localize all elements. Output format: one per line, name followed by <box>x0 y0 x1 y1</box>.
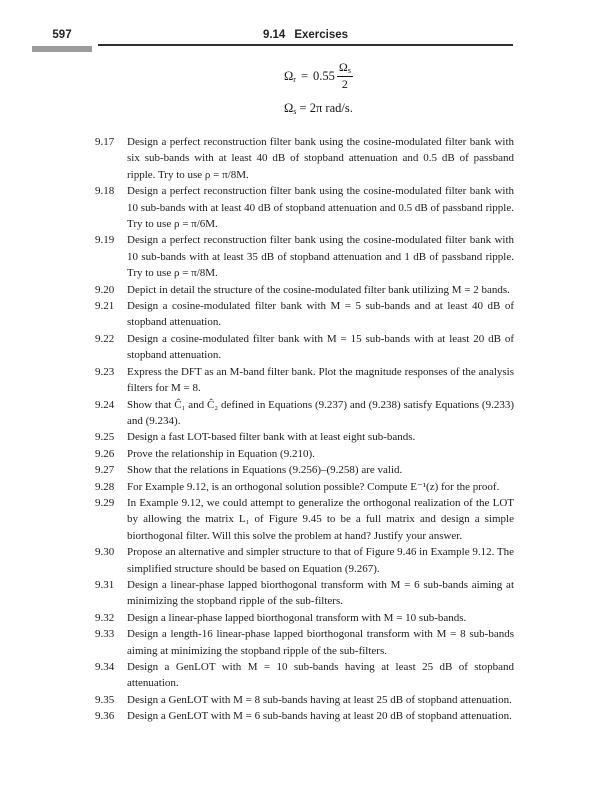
exercise-text: Show that Ĉ₁ and Ĉ₂ defined in Equations (9.237) and (9.238) satisfy Equations (9.233) and (9.234). <box>127 398 514 427</box>
exercise-item <box>95 331 514 364</box>
exercise-number: 9.33 <box>95 628 115 641</box>
exercise-number: 9.18 <box>95 185 115 198</box>
exercise-item <box>95 397 514 430</box>
eq1-fraction-denominator: 2 <box>341 76 348 91</box>
page-number: 597 <box>52 29 72 41</box>
exercise-number: 9.34 <box>95 661 115 673</box>
exercise-item <box>95 298 514 331</box>
exercise-item <box>95 659 514 692</box>
eq2-lhs-symbol: Ω <box>284 100 294 115</box>
exercise-text: Design a length-16 linear-phase lapped biorthogonal transform with M = 8 sub-bands aiming at minimizing the stopband ripple of the sub-filters. <box>127 628 514 657</box>
exercise-number: 9.28 <box>95 480 115 493</box>
exercise-text: Show that the relations in Equations (9.256)–(9.258) are valid. <box>127 464 403 477</box>
exercise-item <box>95 446 514 462</box>
equation-omega-r <box>284 61 353 92</box>
section-number: 9.14 <box>262 29 286 41</box>
exercise-item <box>95 429 514 445</box>
exercise-item <box>95 544 514 577</box>
exercise-text: For Example 9.12, is an orthogonal solution possible? Compute E⁻¹(z) for the proof. <box>127 480 500 493</box>
exercise-text: In Example 9.12, we could attempt to generalize the orthogonal realization of the LOT by allowing the matrix L₁ of Figure 9.45 to be a full matrix and design a simple biorthogonal filter. Will this solve the problem at hand? Justify your answer. <box>127 496 514 542</box>
eq1-lhs-subscript: r <box>293 74 296 84</box>
exercise-number: 9.25 <box>95 431 115 444</box>
exercise-number: 9.24 <box>95 398 115 411</box>
eq1-fraction <box>337 61 353 92</box>
exercise-list <box>95 134 514 725</box>
exercise-number: 9.31 <box>95 578 115 591</box>
eq1-coefficient: 0.55 <box>313 68 335 83</box>
exercise-item <box>95 462 514 478</box>
exercise-number: 9.26 <box>95 447 115 460</box>
section-header <box>98 29 513 41</box>
exercise-number: 9.29 <box>95 496 115 509</box>
exercise-text: Design a GenLOT with M = 10 sub-bands having at least 25 dB of stopband attenuation. <box>127 661 514 690</box>
exercise-item <box>95 495 514 544</box>
eq1-lhs-symbol: Ω <box>284 68 294 83</box>
exercise-item <box>95 479 514 495</box>
exercise-text: Design a cosine-modulated filter bank with M = 5 sub-bands and at least 40 dB of stopband attenuation. <box>127 300 514 329</box>
exercise-item <box>95 577 514 610</box>
exercise-item <box>95 692 514 708</box>
eq1-fraction-numerator <box>337 61 353 77</box>
eq2-rhs: = 2π rad/s. <box>299 100 353 115</box>
exercise-item <box>95 282 514 298</box>
exercise-text: Design a linear-phase lapped biorthogonal transform with M = 10 sub-bands. <box>127 611 467 624</box>
exercise-text: Prove the relationship in Equation (9.210). <box>127 447 315 460</box>
eq2-lhs-subscript: s <box>293 106 297 116</box>
exercise-text: Design a perfect reconstruction filter bank using the cosine-modulated filter bank with 10 sub-bands with at least 35 dB of stopband attenuation and 1 dB of passband ripple. Try to use ρ = π/8M. <box>127 234 514 280</box>
exercise-item <box>95 183 514 232</box>
eq1-equals-sign: = <box>300 68 309 83</box>
exercise-item <box>95 134 514 183</box>
exercise-text: Depict in detail the structure of the cosine-modulated filter bank utilizing M = 2 bands. <box>127 283 510 296</box>
eq1-num-symbol: Ω <box>338 60 348 74</box>
eq1-num-subscript: s <box>347 66 351 75</box>
page-number-bar <box>32 46 92 52</box>
exercise-item <box>95 708 514 724</box>
exercise-item <box>95 232 514 281</box>
exercise-text: Design a linear-phase lapped biorthogonal transform with M = 6 sub-bands aiming at minimizing the stopband ripple of the sub-filters. <box>127 578 514 608</box>
exercise-number: 9.35 <box>95 693 115 706</box>
exercise-number: 9.27 <box>95 464 115 477</box>
exercise-item <box>95 610 514 626</box>
exercise-text: Design a GenLOT with M = 8 sub-bands having at least 25 dB of stopband attenuation. <box>127 693 512 706</box>
exercise-text: Design a GenLOT with M = 6 sub-bands having at least 20 dB of stopband attenuation. <box>127 710 512 723</box>
exercise-text: Design a cosine-modulated filter bank with M = 15 sub-bands with at least 20 dB of stopband attenuation. <box>127 332 514 362</box>
exercise-text: Design a perfect reconstruction filter bank using the cosine-modulated filter bank with six sub-bands with at least 40 dB of stopband attenuation and 0.5 dB of passband ripple. Try to use ρ = π/8M. <box>127 136 514 181</box>
section-label: Exercises <box>294 29 349 41</box>
exercise-number: 9.32 <box>95 611 115 624</box>
exercise-number: 9.22 <box>95 332 115 345</box>
exercise-item <box>95 626 514 659</box>
exercise-text: Design a fast LOT-based filter bank with at least eight sub-bands. <box>127 431 416 444</box>
equations-block <box>284 61 353 116</box>
exercise-item <box>95 364 514 397</box>
eq1-lhs <box>284 69 296 84</box>
exercise-text: Design a perfect reconstruction filter bank using the cosine-modulated filter bank with 10 sub-bands with at least 40 dB of stopband attenuation and 0.5 dB of passband ripple. Try to use ρ = π/6M. <box>127 185 514 231</box>
equation-omega-s <box>284 101 353 116</box>
exercise-text: Express the DFT as an M-band filter bank. Plot the magnitude responses of the analysis filters for M = 8. <box>127 365 514 395</box>
header-rule <box>98 44 513 46</box>
exercise-text: Propose an alternative and simpler structure to that of Figure 9.46 in Example 9.12. The simplified structure should be based on Equation (9.267). <box>127 546 514 575</box>
exercise-number: 9.23 <box>95 365 115 378</box>
exercise-number: 9.17 <box>95 136 115 148</box>
exercise-number: 9.36 <box>95 710 115 723</box>
exercise-number: 9.21 <box>95 300 115 313</box>
exercise-number: 9.20 <box>95 283 115 296</box>
exercise-number: 9.19 <box>95 234 115 247</box>
exercise-number: 9.30 <box>95 546 115 559</box>
